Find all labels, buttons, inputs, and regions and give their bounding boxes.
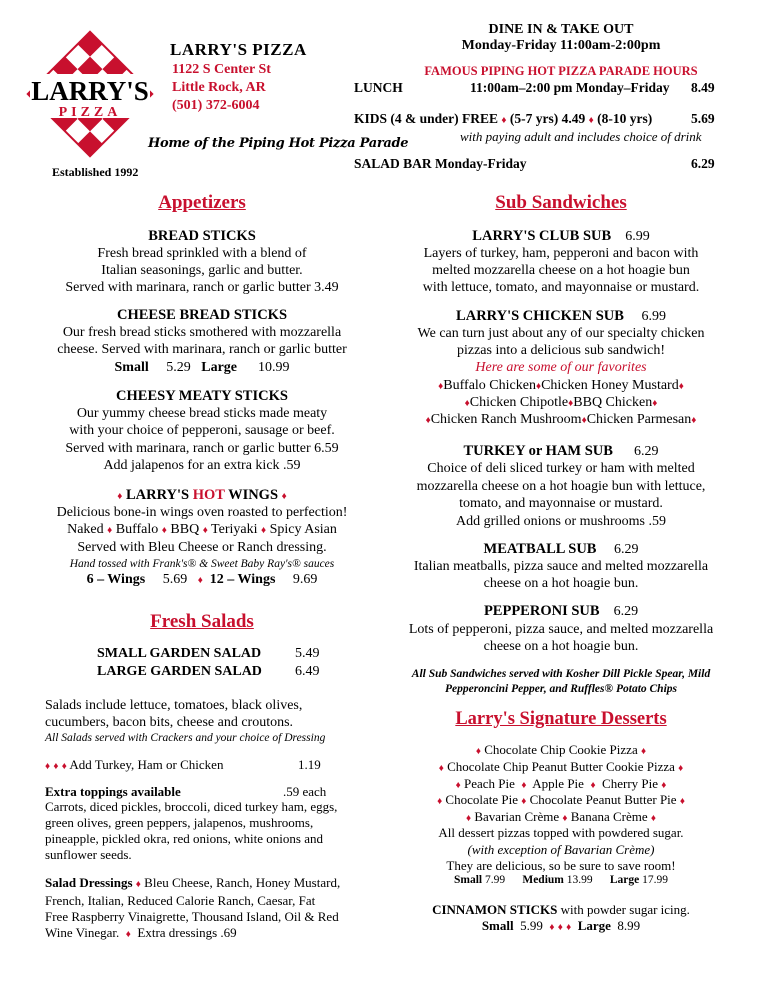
diamond-icon: ♦	[568, 398, 574, 409]
chicken-sub-title: LARRY'S CHICKEN SUB	[456, 308, 624, 324]
chicken-sub-desc: We can turn just about any of our specialty chicken	[417, 326, 705, 341]
cinnamon-sticks-prices	[354, 918, 768, 936]
club-sub-title-row	[354, 228, 768, 245]
diamond-icon: ♦	[581, 415, 587, 426]
dressings-first-line	[45, 875, 340, 893]
diamond-icon: ♦	[161, 525, 167, 536]
dessert-medium-price: 13.99	[566, 874, 593, 886]
twelve-wings-price: 9.69	[292, 572, 318, 587]
salad-bar-label: SALAD BAR Monday-Friday	[354, 156, 527, 171]
diamond-icon: ♦	[45, 761, 51, 772]
dessert-row	[354, 759, 768, 777]
cinnamon-small-label: Small	[481, 918, 514, 933]
cheesy-meaty-addon: Add jalapenos for an extra kick .59	[103, 458, 301, 473]
dessert-choc-chip-cookie-pizza: Chocolate Chip Cookie Pizza	[484, 742, 638, 757]
dine-in-title: DINE IN & TAKE OUT	[488, 22, 634, 37]
extra-toppings-list	[45, 799, 337, 863]
dessert-choc-chip-pb-cookie-pizza: Chocolate Chip Peanut Butter Cookie Pizza	[447, 759, 675, 774]
logo-text-pizza: PIZZA	[58, 105, 122, 120]
cheesy-meaty-price: Served with marinara, ranch or garlic butter 6.59	[65, 441, 339, 456]
subs-served-with-note: All Sub Sandwiches served with Kosher Dill Pickle Spear, Mild	[411, 668, 711, 680]
dressings-line: Bleu Cheese, Ranch, Honey Mustard,	[144, 875, 341, 890]
club-sub-price: 6.99	[625, 229, 650, 244]
cheese-bread-sticks-desc: cheese. Served with marinara, ranch or garlic butter	[57, 342, 347, 357]
dine-in-hours: Monday-Friday 11:00am-2:00pm	[461, 38, 661, 53]
fav-chicken-ranch-mushroom: Chicken Ranch Mushroom	[430, 412, 582, 427]
small-label: Small	[114, 360, 149, 375]
meatball-sub-title-row	[354, 541, 768, 558]
kids-note: with paying adult and includes choice of drink	[460, 129, 702, 144]
parade-hours-title: FAMOUS PIPING HOT PIZZA PARADE HOURS	[424, 64, 698, 78]
extra-toppings-line: green olives, green peppers, jalapenos, mushrooms,	[45, 815, 314, 830]
turkey-ham-sub-desc: Choice of deli sliced turkey or ham with melted	[427, 461, 695, 476]
sub-sandwiches-heading: Sub Sandwiches	[495, 192, 627, 213]
diamond-icon: ♦	[53, 761, 59, 772]
turkey-ham-sub-title-row	[354, 443, 768, 460]
turkey-ham-sub-desc: mozzarella cheese on a hot hoagie bun with lettuce,	[416, 479, 706, 494]
fresh-salads-heading: Fresh Salads	[150, 611, 254, 632]
dessert-cherry-pie: Cherry Pie	[602, 776, 659, 791]
cheesy-meaty-desc: Our yummy cheese bread sticks made meaty	[76, 406, 328, 421]
dessert-exception-note: (with exception of Bavarian Crème)	[467, 842, 655, 857]
cheese-bread-sticks-title: CHEESE BREAD STICKS	[116, 307, 288, 323]
salad-bar-price: 6.29	[691, 156, 715, 171]
address-city: Little Rock, AR	[172, 80, 266, 95]
wings-name-2: WINGS	[228, 487, 279, 503]
dessert-small-price: 7.99	[484, 874, 506, 886]
diamond-icon: ♦	[197, 575, 203, 586]
large-garden-salad: LARGE GARDEN SALAD	[97, 664, 262, 679]
bread-sticks-desc: Fresh bread sprinkled with a blend of	[97, 246, 307, 261]
diamond-icon: ♦	[281, 491, 287, 502]
diamond-icon: ♦	[135, 879, 141, 890]
club-sub-title: LARRY'S CLUB SUB	[472, 228, 612, 244]
kids-row	[354, 111, 652, 127]
wings-sauce-note: Hand tossed with Frank's® & Sweet Baby Ray's® sauces	[69, 558, 335, 570]
kids-5-7: (5-7 yrs) 4.49	[509, 111, 586, 126]
large-label: Large	[201, 360, 237, 375]
pepperoni-sub-price: 6.29	[613, 604, 639, 619]
chicken-sub-price: 6.99	[641, 309, 666, 324]
twelve-wings-label: 12 – Wings	[209, 572, 276, 587]
subs-served-with-note: Pepperoncini Pepper, and Ruffles® Potato Chips	[445, 683, 677, 695]
diamond-icon: ♦	[652, 398, 658, 409]
dessert-bavarian-creme: Bavarian Crème	[474, 809, 560, 824]
turkey-ham-sub-desc: tomato, and mayonnaise or mustard.	[459, 496, 663, 511]
add-meat-row	[45, 756, 223, 775]
salad-dressings	[45, 875, 340, 943]
extra-toppings-price: .59 each	[283, 784, 327, 799]
dessert-large-price: 17.99	[642, 874, 669, 886]
diamond-icon: ♦	[640, 746, 647, 757]
six-wings-label: 6 – Wings	[86, 572, 146, 587]
chicken-favorites-row	[354, 394, 768, 412]
cheesy-meaty-desc: with your choice of pepperoni, sausage or beef.	[69, 423, 335, 438]
cinnamon-small-price: 5.99	[520, 918, 543, 933]
cinnamon-large-price: 8.99	[617, 918, 641, 933]
diamond-icon: ♦	[61, 761, 67, 772]
diamond-icon: ♦	[521, 780, 527, 791]
dressings-line: Free Raspberry Vinaigrette, Thousand Island, Oil & Red	[45, 909, 339, 924]
fav-chicken-chipotle: Chicken Chipotle	[469, 395, 569, 410]
diamond-icon: ♦	[566, 922, 572, 933]
meatball-sub-price: 6.29	[613, 542, 639, 557]
meatball-sub-title: MEATBALL SUB	[483, 541, 597, 557]
salad-includes: Salads include lettuce, tomatoes, black olives,	[45, 698, 303, 713]
dessert-row	[354, 742, 768, 760]
fav-chicken-parmesan: Chicken Parmesan	[586, 412, 692, 427]
club-sub-desc: with lettuce, tomato, and mayonnaise or mustard.	[422, 280, 700, 295]
bread-sticks-price: Served with marinara, ranch or garlic butter 3.49	[65, 280, 339, 295]
diamond-icon: ♦	[588, 115, 594, 126]
established-year: Established 1992	[52, 165, 139, 179]
flavor-spicy-asian: Spicy Asian	[269, 522, 337, 537]
wings-flavors	[0, 521, 404, 539]
diamond-icon: ♦	[438, 763, 444, 774]
dessert-save-room-note: They are delicious, so be sure to save room!	[446, 858, 676, 873]
extra-dressings-price: Extra dressings .69	[137, 925, 237, 940]
flavor-buffalo: Buffalo	[115, 522, 159, 537]
extra-toppings-line: pineapple, pickled okra, red onions, white onions and	[45, 831, 323, 846]
chicken-sub-title-row	[354, 308, 768, 325]
diamond-icon: ♦	[107, 525, 113, 536]
dessert-medium-label: Medium	[522, 874, 564, 886]
diamond-icon: ♦	[679, 796, 685, 807]
diamond-icon: ♦	[475, 746, 482, 757]
turkey-ham-sub-title: TURKEY or HAM SUB	[463, 443, 613, 459]
diamond-icon: ♦	[437, 796, 443, 807]
small-garden-salad: SMALL GARDEN SALAD	[97, 646, 262, 661]
wings-desc: Delicious bone-in wings oven roasted to perfection!	[56, 505, 348, 520]
diamond-icon: ♦	[501, 115, 507, 126]
bread-sticks-title: BREAD STICKS	[148, 228, 256, 244]
larrys-pizza-logo	[26, 30, 154, 158]
cheesy-meaty-sticks-title: CHEESY MEATY STICKS	[116, 388, 288, 404]
business-name: LARRY'S PIZZA	[170, 40, 307, 59]
cinnamon-large-label: Large	[577, 918, 611, 933]
diamond-icon: ♦	[691, 415, 697, 426]
bread-sticks-desc: Italian seasonings, garlic and butter.	[101, 263, 303, 278]
small-garden-salad-price: 5.49	[295, 646, 320, 661]
kids-label: KIDS (4 & under) FREE	[354, 111, 499, 126]
diamond-icon: ♦	[557, 922, 563, 933]
diamond-icon: ♦	[455, 780, 461, 791]
dessert-large-label: Large	[609, 874, 640, 886]
extra-toppings-title: Extra toppings available	[45, 784, 181, 799]
dessert-apple-pie: Apple Pie	[532, 776, 584, 791]
flavor-bbq: BBQ	[170, 522, 200, 537]
diamond-icon: ♦	[562, 813, 568, 824]
meatball-sub-desc: cheese on a hot hoagie bun.	[483, 576, 639, 591]
address-street: 1122 S Center St	[172, 62, 271, 77]
diamond-icon: ♦	[535, 381, 542, 392]
lunch-price: 8.49	[691, 80, 715, 95]
kids-price: 5.69	[691, 111, 715, 126]
dessert-chocolate-pie: Chocolate Pie	[445, 792, 518, 807]
wings-prices	[0, 571, 404, 589]
phone-number: (501) 372-6004	[172, 98, 260, 113]
tagline: Home of the Piping Hot Pizza Parade	[148, 136, 409, 151]
diamond-icon: ♦	[465, 813, 472, 824]
chicken-favorites-row	[354, 411, 768, 429]
cinnamon-sticks-row	[354, 902, 768, 918]
dessert-pizza-prices	[354, 873, 768, 888]
diamond-icon: ♦	[117, 491, 123, 502]
diamond-icon: ♦	[650, 813, 657, 824]
pepperoni-sub-desc: Lots of pepperoni, pizza sauce, and melted mozzarella	[408, 622, 714, 637]
dessert-peach-pie: Peach Pie	[463, 776, 515, 791]
diamond-icon: ♦	[549, 922, 555, 933]
chicken-favorites-row	[354, 377, 768, 395]
dessert-powdered-sugar-note: All dessert pizzas topped with powdered sugar.	[438, 825, 684, 840]
wings-name-1: LARRY'S	[125, 487, 190, 503]
lunch-label: LUNCH	[354, 80, 403, 95]
wings-dressing: Served with Bleu Cheese or Ranch dressing.	[77, 540, 327, 555]
diamond-icon: ♦	[678, 763, 684, 774]
small-price: 5.29	[166, 360, 191, 375]
cinnamon-sticks-title: CINNAMON STICKS	[432, 902, 558, 917]
kids-8-10: (8-10 yrs)	[597, 111, 653, 126]
flavor-naked: Naked	[67, 522, 104, 537]
wings-name-hot: HOT	[192, 487, 225, 503]
flavor-teriyaki: Teriyaki	[211, 522, 258, 537]
fav-buffalo-chicken: Buffalo Chicken	[443, 378, 536, 393]
dessert-chocolate-pb-pie: Chocolate Peanut Butter Pie	[529, 792, 677, 807]
pepperoni-sub-desc: cheese on a hot hoagie bun.	[483, 639, 639, 654]
diamond-icon: ♦	[202, 525, 208, 536]
dressings-title: Salad Dressings	[45, 875, 133, 890]
cinnamon-sticks-desc: with powder sugar icing.	[560, 902, 690, 917]
desserts-heading: Larry's Signature Desserts	[455, 709, 667, 729]
diamond-icon: ♦	[590, 780, 596, 791]
dessert-row	[354, 792, 768, 810]
turkey-ham-sub-addon: Add grilled onions or mushrooms .59	[456, 514, 666, 529]
large-price: 10.99	[258, 360, 290, 375]
hot-wings-title	[0, 487, 404, 504]
lunch-time: 11:00am–2:00 pm Monday–Friday	[470, 80, 670, 95]
salad-includes: cucumbers, bacon bits, cheese and croutons.	[45, 715, 294, 730]
large-garden-salad-price: 6.49	[295, 664, 320, 679]
club-sub-desc: Layers of turkey, ham, pepperoni and bacon with	[423, 246, 699, 261]
appetizers-heading: Appetizers	[158, 192, 246, 213]
dessert-banana-creme: Banana Crème	[570, 809, 648, 824]
dressings-line: Wine Vinegar.	[45, 925, 120, 940]
diamond-icon: ♦	[464, 398, 470, 409]
salad-includes-note: All Salads served with Crackers and your choice of Dressing	[45, 732, 326, 744]
dressings-last-line	[45, 925, 340, 943]
turkey-ham-sub-price: 6.29	[633, 444, 659, 459]
diamond-icon: ♦	[661, 780, 667, 791]
add-meat-label: Add Turkey, Ham or Chicken	[69, 757, 224, 772]
pepperoni-sub-title-row	[354, 603, 768, 620]
add-meat-price: 1.19	[298, 757, 321, 772]
diamond-icon: ♦	[125, 929, 131, 940]
diamond-icon: ♦	[261, 525, 267, 536]
dessert-small-label: Small	[453, 874, 483, 886]
cheese-bread-sticks-desc: Our fresh bread sticks smothered with mozzarella	[62, 325, 342, 340]
cheese-bread-sticks-prices	[0, 359, 404, 376]
fav-chicken-honey-mustard: Chicken Honey Mustard	[541, 378, 679, 393]
pepperoni-sub-title: PEPPERONI SUB	[483, 603, 600, 619]
six-wings-price: 5.69	[162, 572, 188, 587]
diamond-icon: ♦	[678, 381, 684, 392]
chicken-favorites-label: Here are some of our favorites	[475, 360, 647, 375]
extra-toppings-line: Carrots, diced pickles, broccoli, diced turkey ham, eggs,	[45, 799, 338, 814]
extra-toppings-line: sunflower seeds.	[45, 847, 132, 862]
fav-bbq-chicken: BBQ Chicken	[573, 395, 653, 410]
meatball-sub-desc: Italian meatballs, pizza sauce and melted mozzarella	[413, 559, 709, 574]
diamond-icon: ♦	[438, 381, 444, 392]
diamond-icon: ♦	[521, 796, 527, 807]
club-sub-desc: melted mozzarella cheese on a hot hoagie bun	[432, 263, 690, 278]
logo-text-larrys: LARRY'S	[31, 76, 149, 106]
diamond-icon: ♦	[425, 415, 431, 426]
chicken-sub-desc: pizzas into a delicious sub sandwich!	[456, 343, 665, 358]
dressings-line: French, Italian, Reduced Calorie Ranch, Caesar, Fat	[45, 893, 316, 908]
